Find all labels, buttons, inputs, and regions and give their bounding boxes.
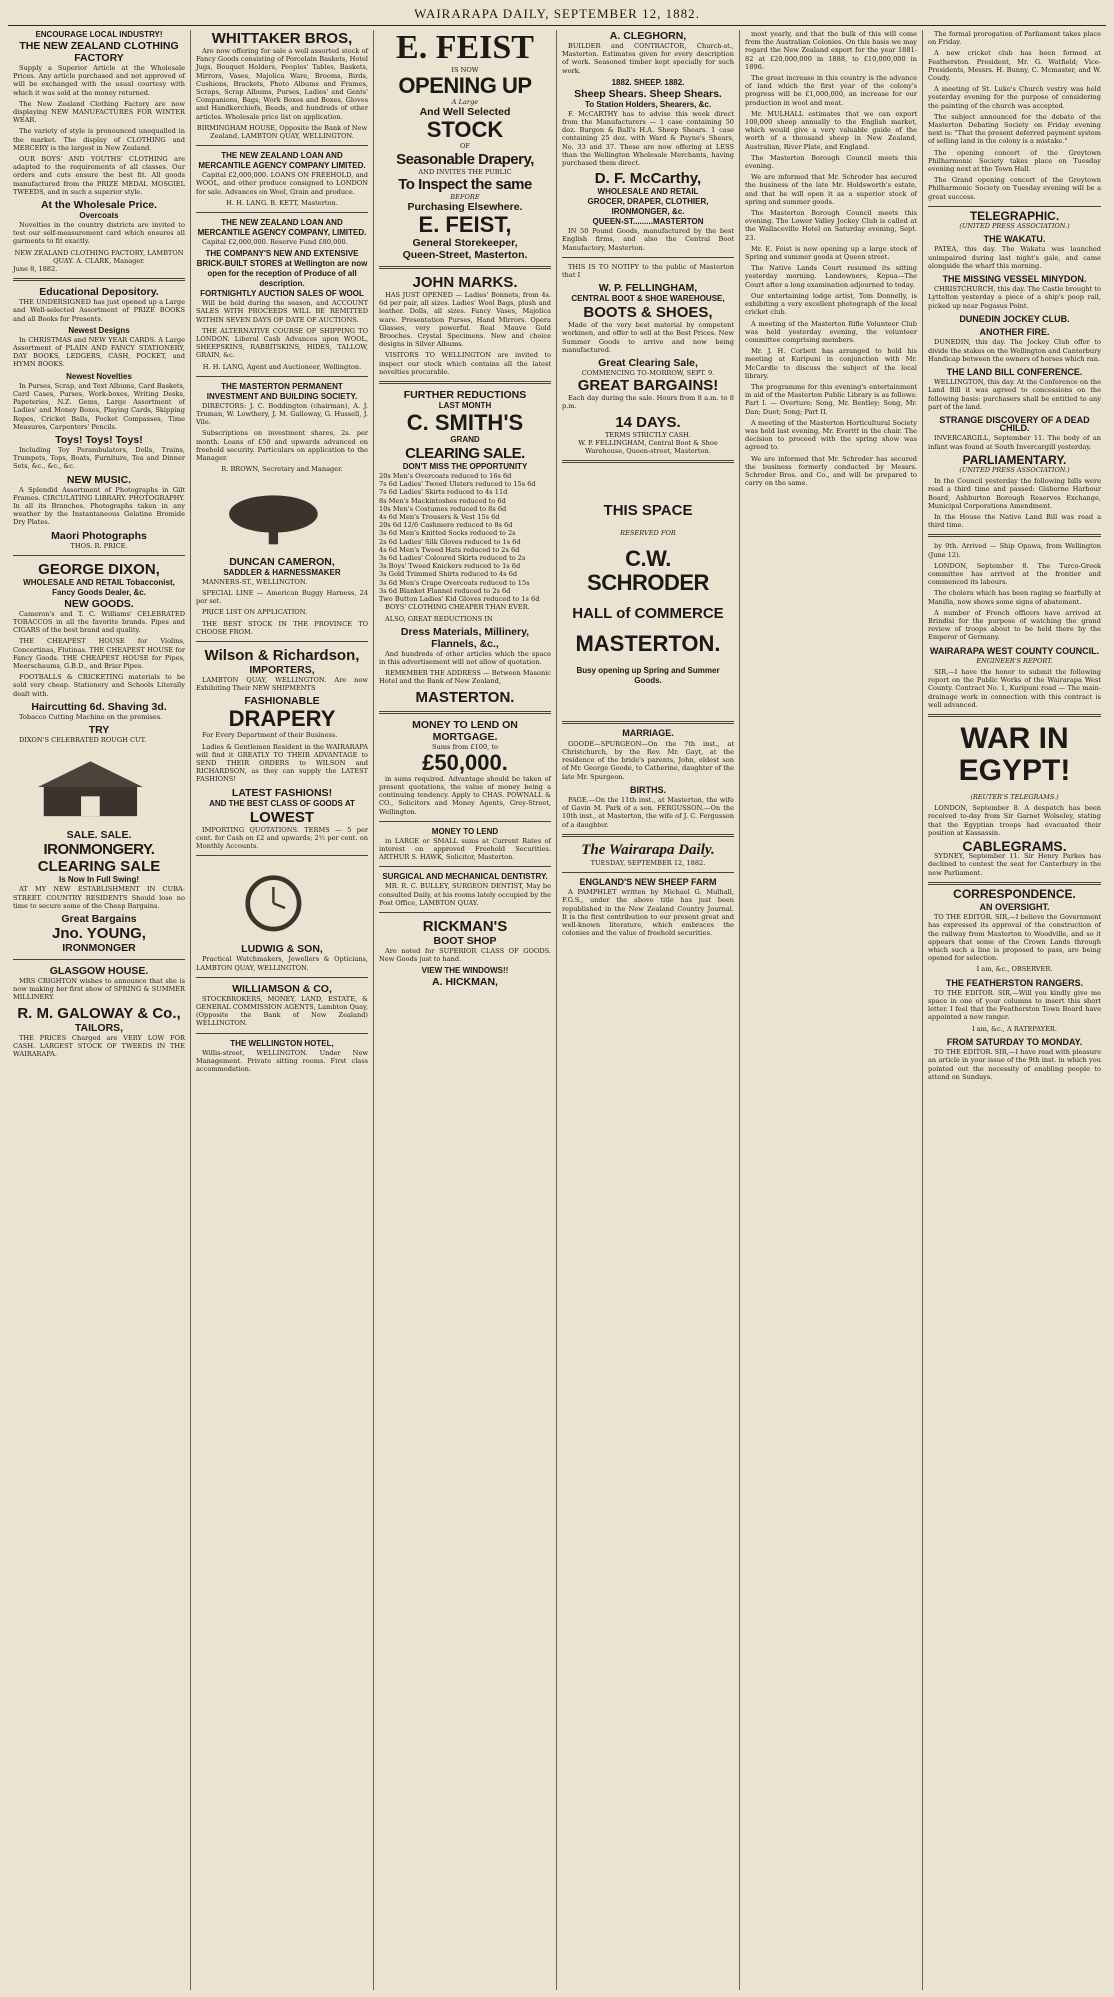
col1-heading-clothing-factory: THE NEW ZEALAND CLOTHING FACTORY — [19, 40, 179, 64]
col6-text: LONDON, September 8. A despatch has been received to-day from Sir Garnet Wolseley, stating that the Egyptian troops had evacuated their position at Kassassin. — [928, 804, 1101, 837]
col4-heading-this-space: THIS SPACE — [603, 502, 693, 520]
col1-heading-ironmongery: IRONMONGERY. — [43, 841, 155, 859]
watch-illustration-icon — [196, 866, 351, 936]
col2-text: THE ALTERNATIVE COURSE OF SHIPPING TO LONDON. Liberal Cash Advances upon WOOL, SHEEPSKINS, RABBITSKINS, HIDES, TALLOW, GRAIN, &c. — [196, 326, 368, 360]
col1-heading-newest-designs: Newest Designs — [68, 325, 130, 335]
col3-text: in sums required. Advantage should be taken of present quotations, the value of money being a continuing tendency. Apply to CHAS. POWNALL & CO., Solicitors and Money Agents, Grey-Street, Wellington. — [379, 774, 551, 816]
divider — [379, 711, 551, 714]
col2-text: Capital £2,000,000. LOANS ON FREEHOLD, and WOOL, and other produce consigned to LONDON for sale. Advances on Wool, Grain and produce. — [196, 171, 368, 196]
col1-text: THE UNDERSIGNED has just opened up a Large and Well-selected Assortment of PRIZE BOOKS and all Books for Presents. — [13, 298, 185, 323]
col2-heading-duncan-cameron: DUNCAN CAMERON, — [229, 555, 335, 568]
col1-heading-new-music: NEW MUSIC. — [66, 473, 132, 486]
col4-heading-wairarapa-daily: The Wairarapa Daily. — [581, 841, 715, 858]
col3-heading-further-reductions: FURTHER REDUCTIONS — [403, 389, 527, 402]
price-item: 3s 6d Men's Crape Overcoats reduced to 15s — [379, 578, 530, 587]
divider — [562, 257, 734, 258]
col1-signature: THOS. R. PRICE. — [70, 541, 128, 550]
col5-text: The great increase in this country is the advance of land which the first year of the colony's progress will be £1,000,000, an increase for our production in wool and meat. — [745, 74, 917, 107]
col5-text: The programme for this evening's entertainment in aid of the Masterton Public Library is as follows: Part I. — Overture; Song, Mr. Bentley; Song, Mr. Dan; Duet; Song; Part II. — [745, 382, 917, 416]
col3-text: BEFORE — [450, 192, 480, 201]
col4-heading-births: BIRTHS. — [630, 784, 666, 795]
divider — [196, 641, 368, 642]
col3-heading-money-to-lend-2: MONEY TO LEND — [431, 826, 499, 836]
col3-text: in LARGE or SMALL sums at Current Rates of interest on approved Freehold Securities. ARTHUR S. HAWK, Solicitor, Masterton. — [379, 836, 551, 862]
col1-heading-haircutting: Haircutting 6d. Shaving 3d. — [31, 700, 167, 713]
saddle-illustration-icon — [196, 479, 351, 549]
col2-heading-drapery: DRAPERY — [228, 706, 336, 732]
col3-text: MR. R. C. BULLEY, SURGEON DENTIST, May be consulted Daily, at his rooms lately occupied by the Post Office, LAMBTON QUAY. — [379, 882, 551, 907]
col2-heading-whittaker: WHITTAKER BROS, — [211, 30, 353, 47]
col4-signature: W. P. FELLINGHAM, Central Boot & Shoe Warehouse, Queen-street, Masterton. — [578, 438, 718, 456]
col3-price-list — [379, 472, 551, 603]
col3-heading-purchasing: Purchasing Elsewhere. — [407, 201, 523, 214]
col4-heading-hall-of-commerce: HALL of COMMERCE — [572, 605, 724, 623]
col6-text: The opening concert of the Greytown Philharmonic Society takes place on Tuesday evening next at the Town Hall. — [928, 148, 1101, 174]
col6-text: The subject announced for the debate of the Masterton Debating Society on Friday evening next is: "That the present deferred payment system of selling land in the colony is a mistake." — [928, 112, 1101, 146]
price-item: 2s 6d Ladies' Silk Gloves reduced to 1s 6d — [379, 537, 521, 546]
col5-text: We are informed that Mr. Schroder has secured the business of the late Mr. Holdsworth's estate, and that he will open it as a superior stock of spring and summer goods. — [745, 173, 917, 206]
price-item: 20s 6d 12/6 Cashmere reduced to 8s 6d — [379, 521, 513, 530]
col3-heading-amount: £50,000. — [422, 749, 508, 775]
col6-text: LONDON, September 8. The Turco-Greek committee has arrived at the frontier and commenced its labours. — [928, 561, 1101, 587]
col2-text: STOCKBROKERS, MONEY, LAND, ESTATE, & GENERAL COMMISSION AGENTS, Lambton Quay, (Opposite the Bank of New Zealand) WELLINGTON. — [196, 994, 368, 1028]
column-1 — [8, 30, 191, 1990]
col2-heading-importers: IMPORTERS, — [249, 663, 315, 676]
col3-heading-rickman: RICKMAN'S — [422, 917, 508, 935]
col4-text: A PAMPHLET written by Michael G. Mulhall, F.G.S., under the above title has just been republished in the New Zealand Country Journal. It is the first contribution to our present great and well-known literature, which embraces the colonies and the value of freehold securities. — [562, 888, 734, 938]
col3-heading-queen-street: Queen-Street, Masterton. — [402, 249, 528, 262]
col6-text: by 9th. Arrived — Ship Opawa, from Wellington (June 12). — [928, 542, 1101, 559]
col1-heading-newest-novelties: Newest Novelties — [66, 371, 132, 381]
col3-heading-opportunity: DON'T MISS THE OPPORTUNITY — [402, 462, 528, 472]
col6-text: TO THE EDITOR. SIR,—I believe the Government has expressed its approval of the construction of the railway from Masterton to Woodville, and so it appears that some of the Crown Lands through which such a line is proposed to pass, are being opened for selection. — [928, 913, 1101, 963]
divider — [196, 855, 368, 856]
col4-text: F. McCARTHY has to advise this week direct from the Manufacturers — 1 case containing 50 doz. Burgon & Ball's H.A. Sheep Shears. 1 case containing 25 doz. with Ward & Payne's Shears, No. 33 and 37. These are now offering at LESS than the Wellington Wholesale Merchants, having purchased them direct. — [562, 109, 734, 168]
divider — [379, 912, 551, 913]
col3-text: A Large — [451, 98, 479, 107]
col3-heading-e-feist-2: E. FEIST, — [418, 212, 512, 238]
price-item: 4s 6d Men's Tweed Hats reduced to 2s 6d — [379, 545, 520, 554]
col6-subheading: ENGINEER'S REPORT. — [976, 656, 1053, 665]
col2-heading-loan-agency: THE NEW ZEALAND LOAN AND MERCANTILE AGENCY COMPANY LIMITED. — [198, 151, 366, 171]
col2-heading-building-society: THE MASTERTON PERMANENT INVESTMENT AND BUILDING SOCIETY. — [206, 381, 358, 401]
col3-heading-e-feist: E. FEIST — [396, 30, 534, 66]
col4-text: Each day during the sale. Hours from 8 a.m. to 8 p.m. — [562, 394, 734, 411]
col4-heading-fellingham: W. P. FELLINGHAM, — [598, 282, 698, 295]
price-item: 8s Men's Mackintoshes reduced to 6d — [379, 496, 506, 505]
col2-text: Subscriptions on investment shares, 2s. per month. Loans of £50 and upwards advanced on freehold security. Particulars on application to the Manager. — [196, 429, 368, 463]
col6-heading-county-council: WAIRARAPA WEST COUNTY COUNCIL. — [929, 645, 1100, 656]
col2-heading-brick-stores: THE COMPANY'S NEW AND EXTENSIVE BRICK-BUILT STORES at Wellington are now open for the reception of Produce of all description. — [196, 249, 368, 289]
col6-text: In the Council yesterday the following bills were read a third time and passed: Gisborne Harbour Board, Ashburton Borough Reserves Exchange, Municipal Corporations Amendment. — [928, 477, 1101, 510]
col5-text: The Native Lands Court resumed its sitting yesterday morning. Landowners, Kopua—The Court after a long examination adjourned to today. — [745, 264, 917, 289]
col5-text: We are informed that Mr. Schroder has secured the business formerly conducted by Messrs. Schroder Bros. and Co., and will be prepared to carry on the same. — [745, 454, 917, 488]
price-item: 7s 6d Ladies' Skirts reduced to 4s 11d — [379, 488, 508, 497]
col2-heading-wilson-richardson: Wilson & Richardson, — [204, 646, 360, 664]
col3-text: VISITORS TO WELLINGTON are invited to inspect our stock which contains all the latest novelties procurable. — [379, 351, 551, 376]
col1-text: OUR BOYS' AND YOUTHS' CLOTHING are adapted to the requirements of all classes. Our orders and cuts ensure the best fit. All goods manufactured from the PRIZE MEDAL MOSGIEL TWEEDS, and in such a superior style. — [13, 155, 185, 196]
col3-heading-storekeeper: General Storekeeper, — [412, 237, 518, 250]
col2-heading-saddler: SADDLER & HARNESSMAKER — [223, 567, 341, 577]
price-item: 3s 6d Ladies' Coloured Skirts reduced to 2s — [379, 554, 526, 563]
col5-text: A meeting of the Masterton Rifle Volunteer Club was held yesterday evening, the volunteer committee comprising members. — [745, 319, 917, 344]
col4-text: BUILDER and CONTRACTOR, Church-st., Masterton. Estimates given for every description of work. Seasoned timber kept specially for such work. — [562, 42, 734, 75]
col1-text: A Splendid Assortment of Photographs in Gilt Frames. CIRCULATING LIBRARY. PHOTOGRAPHY. In all its Branches. Photographs taken in any weather by the Instantaneous Gelatine Bromide Dry Plates. — [13, 485, 185, 527]
price-item: Two Button Ladies' Kid Gloves reduced to 1s 6d — [379, 595, 540, 604]
col2-signature: H. H. LANG. B. KETT, Masterton. — [226, 198, 338, 207]
col6-text: CHRISTCHURCH, this day. The Castle brought to Lyttelton yesterday a piece of a ship's poop rail, picked up near Pegasus Point. — [928, 285, 1101, 310]
col5-text: Our entertaining lodge artist, Tom Donnelly, is exhibiting a very excellent photograph of the local cricket club. — [745, 291, 917, 317]
col2-heading-best-class: AND THE BEST CLASS OF GOODS AT — [209, 798, 355, 808]
col3-heading-dress-materials: Dress Materials, Millinery, Flannels, &c., — [400, 625, 530, 650]
col3-text: REMEMBER THE ADDRESS — Between Masonic Hotel and the Bank of New Zealand, — [379, 669, 551, 686]
col4-heading-marriage: MARRIAGE. — [622, 728, 674, 739]
col4-text: Made of the very best material by competent workmen, and offer to sell at the Best Prices. New Summer Goods to arrive and now being manufactured. — [562, 321, 734, 354]
col6-heading-dead-child: STRANGE DISCOVERY OF A DEAD CHILD. — [939, 414, 1090, 434]
price-item: 7s 6d Ladies' Tweed Ulsters reduced to 15s 6d — [379, 480, 536, 489]
divider — [379, 266, 551, 269]
col4-heading-schroder: C.W. SCHRODER — [587, 546, 709, 596]
col4-heading-cleghorn: A. CLEGHORN, — [609, 30, 687, 42]
col3-heading-view-windows: VIEW THE WINDOWS!! — [421, 966, 509, 976]
divider — [379, 821, 551, 822]
col2-heading-lowest: LOWEST — [249, 808, 315, 826]
col3-heading-boot-shop: BOOT SHOP — [433, 934, 497, 947]
col4-text: THIS IS TO NOTIFY to the public of Masterton that I — [562, 262, 734, 280]
col5-text: The Masterton Borough Council meets this evening. The Lower Valley Jockey Club is called at the Wallaceville Hotel on Saturday evening, Sept. 23. — [745, 209, 917, 242]
col3-heading-money-to-lend: MONEY TO LEND ON MORTGAGE. — [412, 718, 518, 743]
col2-heading-williamson: WILLIAMSON & CO, — [232, 982, 332, 995]
col3-heading-well-selected: And Well Selected — [419, 106, 511, 119]
col6-text: TO THE EDITOR. SIR,—Will you kindly give me space in one of your columns to insert this short letter. I feel that the Featherston Town Board have appointed a new ranger. — [928, 988, 1101, 1022]
col1-heading-tailors: TAILORS, — [74, 1021, 124, 1034]
col1-date: June 8, 1882. — [13, 265, 58, 274]
col1-text: Novelties in the country districts are invited to test our self-measurement card which ensures all garments to fit exactly. — [13, 221, 185, 246]
col1-text: Tobacco Cutting Machine on the premises. — [19, 712, 163, 721]
col6-heading-featherston-rangers: THE FEATHERSTON RANGERS. — [945, 977, 1084, 988]
col1-text: DIXON'S CELEBRATED ROUGH CUT. — [19, 735, 147, 744]
col4-text: PAGE.—On the 11th inst., at Masterton, the wife of Gavin M. Park of a son. FERGUSSON.—On the 10th inst., at Masterton, the wife of J. C. Fergusson of a daughter. — [562, 795, 734, 829]
col1-heading-local-industry: ENCOURAGE LOCAL INDUSTRY! — [35, 30, 163, 39]
col4-heading-14-days: 14 DAYS. — [615, 413, 681, 431]
col3-heading-c-smith: C. SMITH'S — [406, 410, 524, 436]
col2-heading-loan-agency-2: THE NEW ZEALAND LOAN AND MERCANTILE AGENCY COMPANY, LIMITED. — [197, 218, 367, 238]
col1-heading-full-swing: Is Now In Full Swing! — [59, 875, 139, 885]
col5-text: The Masterton Borough Council meets this evening. — [745, 153, 917, 171]
divider — [562, 460, 734, 463]
col6-heading-missing-vessel: THE MISSING VESSEL MINYDON. — [942, 274, 1087, 285]
col6-text: In the House the Native Land Bill was read a third time. — [928, 512, 1101, 530]
divider — [928, 206, 1101, 207]
col2-text: Willis-street, WELLINGTON. Under New Management. Private sitting rooms. First class accommodation. — [196, 1048, 368, 1073]
col2-signature: R. BROWN, Secretary and Manager. — [221, 465, 343, 474]
col1-text: The variety of style is pronounced unequalled in the market. The display of CLOTHING and MERCERY is the largest in New Zealand. — [13, 127, 185, 152]
col2-text: Ladies & Gentlemen Resident in the WAIRARAPA will find it GREATLY TO THEIR ADVANTAGE to SEND THEIR ORDERS to WILSON and RICHARDSON, as they can supply the LATEST FASHIONS! — [196, 742, 368, 784]
col3-heading-opening-up: OPENING UP — [398, 73, 532, 99]
col2-text: MANNERS-ST., WELLINGTON. — [202, 577, 308, 586]
col1-signature: NEW ZEALAND CLOTHING FACTORY, LAMBTON QUAY. A. CLARK, Manager. — [14, 248, 184, 265]
col4-heading-sheep-farm: ENGLAND'S NEW SHEEP FARM — [579, 876, 717, 887]
divider — [379, 866, 551, 867]
col1-text: THE CHEAPEST HOUSE for Violins, Concertinas, Flutinas. THE CHEAPEST HOUSE for Fancy Goods. THE CHEAPEST HOUSE for Pipes, Meerschaums, G.B.D., and Briar Pipes. — [13, 637, 185, 670]
col3-heading-grand: GRAND — [450, 435, 480, 445]
col1-heading-wholesale: At the Wholesale Price. — [40, 199, 158, 212]
col3-text: HAS JUST OPENED — Ladies' Bonnets, from 4s. 6d per pair, all sizes. Ladies' Wool Bags, plush and leather. Dolls, all sizes. Fancy Vases, Majolica ware. Presentation Purses, Hand Mirrors. Opera Glasses, very powerful. Real Mauve Gold Brooches. Crystal Specimens. New and choice designs in Silver Albums. — [379, 291, 551, 349]
col2-signature: BIRMINGHAM HOUSE, Opposite the Bank of New Zealand, LAMBTON QUAY, WELLINGTON. — [196, 123, 368, 141]
col4-heading-queen-st: QUEEN-ST.........MASTERTON — [592, 217, 704, 227]
col3-heading-seasonable-drapery: Seasonable Drapery, — [396, 150, 534, 168]
col6-heading-oversight: AN OVERSIGHT. — [979, 902, 1050, 913]
price-item: 3s Boys' Tweed Knickers reduced to 1s 6d — [379, 562, 521, 571]
divider — [562, 872, 734, 873]
col2-heading-wellington-hotel: THE WELLINGTON HOTEL, — [230, 1038, 334, 1048]
col3-text: AND INVITES THE PUBLIC — [418, 167, 512, 176]
col4-text: IN 50 Pound Goods, manufactured by the best English firms, and also the Central Boot Manufactory, Masterton. — [562, 227, 734, 252]
column-3 — [374, 30, 557, 1990]
col4-heading-great-bargains: GREAT BARGAINS! — [577, 377, 719, 395]
col6-text: The Grand opening concert of the Greytown Philharmonic Society on Tuesday evening will be a great success. — [928, 176, 1101, 201]
col6-text: SYDNEY, September 11. Sir Henry Parkes has declined to contest the seat for Canterbury in the new Parliament. — [928, 852, 1101, 877]
col2-text: IMPORTING QUOTATIONS. TERMS — 5 per cent. for Cash on £2 and upwards; 2½ per cent. on Monthly Accounts. — [196, 825, 368, 850]
price-item: 3s 6d Men's Knitted Socks reduced to 2s — [379, 529, 516, 538]
col3-heading-inspect: To Inspect the same — [398, 175, 532, 193]
col4-heading-wholesale-retail: WHOLESALE AND RETAIL — [597, 187, 699, 197]
col1-text: AT MY NEW ESTABLISHMENT IN CUBA-STREET. COUNTRY RESIDENTS Should lose no time to secure some of the Cheap Bargains. — [13, 885, 185, 910]
col1-heading-glasgow-house: GLASGOW HOUSE. — [49, 964, 149, 977]
divider — [379, 381, 551, 384]
column-6 — [923, 30, 1106, 1990]
divider — [196, 212, 368, 213]
col6-heading-wakatu: THE WAKATU. — [983, 234, 1046, 245]
col3-heading-last-month: LAST MONTH — [438, 401, 492, 411]
divider — [562, 721, 734, 724]
col3-heading-dentistry: SURGICAL AND MECHANICAL DENTISTRY. — [382, 872, 548, 882]
col6-text: DUNEDIN, this day. The Jockey Club offer to divide the stakes on the Wellington and Canterbury Handicap between the owners of horses which ran. — [928, 338, 1101, 363]
col5-text: Mr. E. Feist is now opening up a large stock of Spring and summer goods at Queen street. — [745, 244, 917, 262]
col2-text: Capital £2,000,000. Reserve Fund £80,000. — [202, 238, 348, 247]
col4-text: RESERVED FOR — [620, 529, 676, 538]
col1-text: Including Toy Perambulators, Dolls, Trains, Trumpets, Tops, Boats, Furniture, Tea and Dinner Sets, &c., &c., &c. — [13, 445, 185, 471]
col2-text: Are now offering for sale a well assorted stock of Fancy Goods consisting of Porcelain Baskets, Hotel Jugs, Bouquet Holders, Peoples' Tables, Baskets, Mirrors, Vases, Majolica Ware, Brooms, Birds, Cushions, Brackets, Photo Albums and Frames, Scraps, Scrap Albums, Purses, Ladies' and Gents' Companions, Bags, Work Boxes and Boxes, Gloves and Handkerchiefs, Beads, and hundreds of other articles. Wholesale price list on application. — [196, 47, 368, 121]
price-item: 10s Men's Costumes reduced to 8s 6d — [379, 504, 507, 513]
column-5 — [740, 30, 923, 1990]
col3-text: Are noted for SUPERIOR CLASS OF GOODS. New Goods just to hand. — [379, 946, 551, 964]
col1-text: Cameron's and T. C. Williams' CELEBRATED TOBACCOS in all the favorite brands. Pipes and CIGARS of the best brand and quality. — [13, 609, 185, 635]
col2-heading-latest-fashions: LATEST FASHIONS! — [231, 786, 333, 799]
col5-text: Mr. MULHALL estimates that we can export 100,000 sheep annually to the English market, which would give a very valuable guide of the worth of a thousand sheep in New Zealand, Australian, River Plate, and England. — [745, 109, 917, 151]
col6-text: The formal prorogation of Parliament takes place on Friday. — [928, 30, 1101, 47]
divider — [928, 882, 1101, 885]
col5-text: A meeting of the Masterton Horticultural Society was held last evening, Mr. Everitt in the chair. The decision to proceed with the spring show was agreed to. — [745, 418, 917, 452]
col6-heading-land-bill: THE LAND BILL CONFERENCE. — [946, 366, 1083, 377]
col2-heading-fashionable: FASHIONABLE — [244, 695, 320, 708]
col3-heading-stock: STOCK — [426, 117, 504, 143]
col1-heading-overcoats: Overcoats — [79, 211, 119, 221]
col3-heading-hickman: A. HICKMAN, — [432, 976, 498, 989]
col5-text: Mr. J. H. Corbett has arranged to hold his meeting at Kuripuni in conjunction with Mr. McCardle to discuss the subject of the local library. — [745, 347, 917, 380]
price-item: 20s Men's Overcoats reduced to 16s 6d — [379, 472, 512, 481]
col6-text: SIR,—I have the honor to submit the following report on the Public Works of the Wairarapa West County. Contract No. 1, Kuripuni road — The main-drainage work in connection with this contract is well advanced. — [928, 668, 1101, 709]
divider — [196, 1033, 368, 1034]
col4-heading-boots-shoes: BOOTS & SHOES, — [583, 304, 713, 322]
col1-heading-ironmonger: IRONMONGER — [62, 941, 136, 954]
col4-heading-masterton: MASTERTON. — [575, 631, 721, 657]
col1-text: FOOTBALLS & CRICKETING materials to be sold very cheap. Stationery and Schools Literally dealt with. — [13, 673, 185, 698]
col3-text: IS NOW — [451, 66, 479, 74]
column-2 — [191, 30, 374, 1990]
col1-text: THE PRICES Charged are VERY LOW FOR CASH. LARGEST STOCK OF TWEEDS IN THE WAIRARAPA. — [13, 1033, 185, 1058]
col1-text: In CHRISTMAS and NEW YEAR CARDS. A Large Assortment of PLAIN AND FANCY STATIONERY, DAY BOOKS, LEDGERS, CASH, POCKET, and HYMN BOOKS. — [13, 335, 185, 369]
col4-heading-sheep-shears: Sheep Shears. Sheep Shears. — [574, 87, 722, 100]
col3-heading-john-marks: JOHN MARKS. — [412, 274, 518, 292]
columns — [8, 30, 1106, 1990]
divider — [13, 555, 185, 556]
col2-text: PRICE LIST ON APPLICATION. — [202, 608, 308, 617]
col1-heading-tobacconist: WHOLESALE AND RETAIL Tobacconist, Fancy Goods Dealer, &c. — [23, 577, 175, 597]
col4-heading-station-holders: To Station Holders, Shearers, &c. — [584, 99, 712, 109]
col1-text: MRS CRIGHTON wishes to announce that she is now making her first show of SPRING & SUMMER MILLINERY. — [13, 976, 185, 1002]
col6-heading-saturday-monday: FROM SATURDAY TO MONDAY. — [946, 1036, 1083, 1047]
col2-text: For Every Department of their Business. — [202, 731, 338, 740]
col6-text: INVERCARGILL, September 11. The body of an infant was found at South Invercargill yesterday. — [928, 434, 1101, 451]
price-item: 4s 6d Men's Trousers & Vest 15s 6d — [379, 513, 500, 522]
col6-text: A number of French officers have arrived at Brindisi for the purpose of watching the grand review of troops about to be held there by the Emperor of Germany. — [928, 608, 1101, 642]
col1-heading-clearing-sale: CLEARING SALE — [37, 858, 161, 876]
col6-text: The cholera which has been raging so fearfully at Manilla, now shows some signs of abatement. — [928, 589, 1101, 606]
divider — [196, 977, 368, 978]
column-4 — [557, 30, 740, 1990]
col6-heading-parliamentary: PARLIAMENTARY. — [962, 452, 1067, 467]
col4-text: GOODE—SPURGEON—On the 7th inst., at Christchurch, by the Rev. Mr. Gayt, at the residence of the bride's parents, John, eldest son of Mr. George Goode, to Catherine, daughter of the late Mr. Spurgeon. — [562, 739, 734, 781]
col3-heading-masterton: MASTERTON. — [415, 688, 515, 706]
col6-subheading: (REUTER'S TELEGRAMS.) — [970, 793, 1059, 802]
col6-heading-cablegrams: CABLEGRAMS. — [962, 838, 1067, 855]
col1-heading-maori-photographs: Maori Photographs — [51, 529, 147, 542]
col4-heading-boot-warehouse: CENTRAL BOOT & SHOE WAREHOUSE, — [571, 294, 725, 304]
col6-subheading: (UNITED PRESS ASSOCIATION.) — [959, 222, 1070, 231]
col4-heading-mccarthy: D. F. McCarthy, — [594, 170, 702, 188]
col2-text: LAMBTON QUAY, WELLINGTON. Are now Exhibiting Their NEW SHIPMENTS — [196, 675, 368, 693]
col3-text: Sums from £100, to — [432, 742, 498, 751]
col1-heading-try: TRY — [88, 723, 110, 736]
ironmongery-illustration-icon — [13, 752, 168, 822]
col4-date: TUESDAY, SEPTEMBER 12, 1882. — [590, 858, 706, 867]
col5-text: most yearly, and that the bulk of this will come from the Australian Colonies. On this basis we may regard the New Zealand export for the year 1881-82 at £20,000,000 in 1888, to £10,000,000 in 1896. — [745, 30, 917, 71]
col4-heading-clearing-sale: Great Clearing Sale, — [598, 357, 698, 370]
col2-heading-wool-sales: FORTNIGHTLY AUCTION SALES OF WOOL — [200, 289, 364, 299]
col4-text: COMMENCING TO-MORROW, SEPT. 9. — [581, 369, 715, 378]
col6-subheading: (UNITED PRESS ASSOCIATION.) — [959, 465, 1070, 474]
col6-signature: I am, &c., OBSERVER. — [976, 965, 1053, 974]
col3-text: ALSO, GREAT REDUCTIONS IN — [385, 614, 493, 623]
divider — [928, 714, 1101, 717]
col1-text: In Purses, Scrap, and Text Albums, Card Baskets, Card Cases, Purses, Work-boxes, Writing Desks, Papeteries, N.Z. Gems, Large Assortment of Ladies' and Money Boxes, Playing Cards, Skipping Ropes, Cricket Balls, Pocket Compasses, Time Measures, Carpenters' Pencils. — [13, 381, 185, 431]
col2-heading-ludwig: LUDWIG & SON, — [241, 943, 323, 956]
col4-text-busy: Busy opening up Spring and Summer Goods. — [576, 666, 720, 686]
col3-text: And hundreds of other articles which the space in this advertisement will not allow of quotation. — [379, 649, 551, 666]
col3-heading-clearing-sale: CLEARING SALE. — [405, 445, 525, 463]
col6-text: TO THE EDITOR. SIR,—I have read with pleasure an article in your issue of the 9th inst. in which you pointed out the necessity of enabling people to attend on Sundays. — [928, 1048, 1101, 1081]
divider — [196, 145, 368, 146]
col1-text: Supply a Superior Article at the Wholesale Prices. Any article purchased and not approved of will be exchanged with the usual courtesy with which it was sold at the money returned. — [13, 64, 185, 97]
price-item: 3s 6d Blanket Flannel reduced to 2s 6d — [379, 586, 511, 595]
col2-signature: H. H. LANG, Agent and Auctioneer, Wellington. — [202, 362, 362, 371]
col6-heading-correspondence: CORRESPONDENCE. — [953, 886, 1076, 901]
divider — [196, 376, 368, 377]
col1-text: The New Zealand Clothing Factory are now displaying NEW MANUFACTURES FOR WINTER WEAR. — [13, 99, 185, 125]
col2-text: THE BEST STOCK IN THE PROVINCE TO CHOOSE FROM. — [196, 619, 368, 636]
col1-heading-toys: Toys! Toys! Toys! — [55, 433, 143, 446]
col2-text: SPECIAL LINE — American Buggy Harness, 24 per set. — [196, 588, 368, 606]
col6-text: A new cricket club has been formed at Featherston. President, Mr. G. Watfield; Vice-Presidents, Messrs. H. Bunny, C. Mcmaster, and W. Coudy. — [928, 49, 1101, 83]
col3-text: OF — [460, 142, 470, 151]
col1-heading-educational: Educational Depository. — [39, 286, 159, 299]
col2-text: Practical Watchmakers, Jewellers & Opticians, LAMBTON QUAY, WELLINGTON. — [196, 955, 368, 972]
col6-signature: I am, &c., A RATEPAYER. — [972, 1024, 1057, 1033]
col4-text: TERMS STRICTLY CASH. — [604, 430, 692, 439]
col6-text: WELLINGTON, this day. At the Conference on the Land Bill it was agreed to concessions on the following basis: purchasers shall be entitled to any part of the land. — [928, 378, 1102, 411]
col4-heading-sheep-year: 1882. SHEEP. 1882. — [611, 77, 685, 87]
col1-heading-galloway: R. M. GALOWAY & Co., — [17, 1004, 181, 1022]
col6-heading-telegraphic: TELEGRAPHIC. — [969, 208, 1060, 223]
price-item: 3s Gold Trimmed Shirts reduced to 4s 6d — [379, 570, 518, 579]
col6-heading-another-fire: ANOTHER FIRE. — [979, 327, 1050, 338]
divider — [562, 834, 734, 837]
divider — [13, 278, 185, 281]
masthead: WAIRARAPA DAILY, SEPTEMBER 12, 1882. — [8, 6, 1106, 26]
col6-text: A meeting of St. Luke's Church vestry was held yesterday evening for the purpose of considering the painting of the church was accepted. — [928, 85, 1101, 110]
divider — [928, 534, 1101, 537]
col2-text: Will be held during the season, and ACCOUNT SALES WITH PROCEEDS WILL BE REMITTED WITHIN SEVEN DAYS OF DATE OF AUCTIONS. — [196, 299, 368, 324]
col1-heading-great-bargains: Great Bargains — [61, 912, 137, 925]
col1-heading-sale: SALE. SALE. — [66, 829, 132, 842]
col1-heading-george-dixon: GEORGE DIXON, — [38, 560, 160, 578]
col1-heading-jno-young: Jno. YOUNG, — [52, 924, 146, 942]
col1-heading-new-goods: NEW GOODS. — [64, 597, 134, 610]
col6-text: PATEA, this day. The Wakatu was launched unimpaired during last night's gale, and came alongside the wharf this morning. — [928, 245, 1101, 270]
col3-text: BOYS' CLOTHING CHEAPER THAN EVER. — [385, 603, 530, 612]
col6-heading-war-in-egypt: WAR IN EGYPT! — [958, 722, 1071, 788]
col2-text: DIRECTORS: J. C. Boddington (chairman), A. J. Truman, W. Lowthery, J. M. Galloway, G. Hussell, J. Vile. — [196, 401, 368, 427]
divider — [13, 959, 185, 960]
col4-heading-grocer: GROCER, DRAPER, CLOTHIER, IRONMONGER, &c. — [587, 197, 709, 217]
col6-heading-jockey-club: DUNEDIN JOCKEY CLUB. — [959, 313, 1070, 324]
